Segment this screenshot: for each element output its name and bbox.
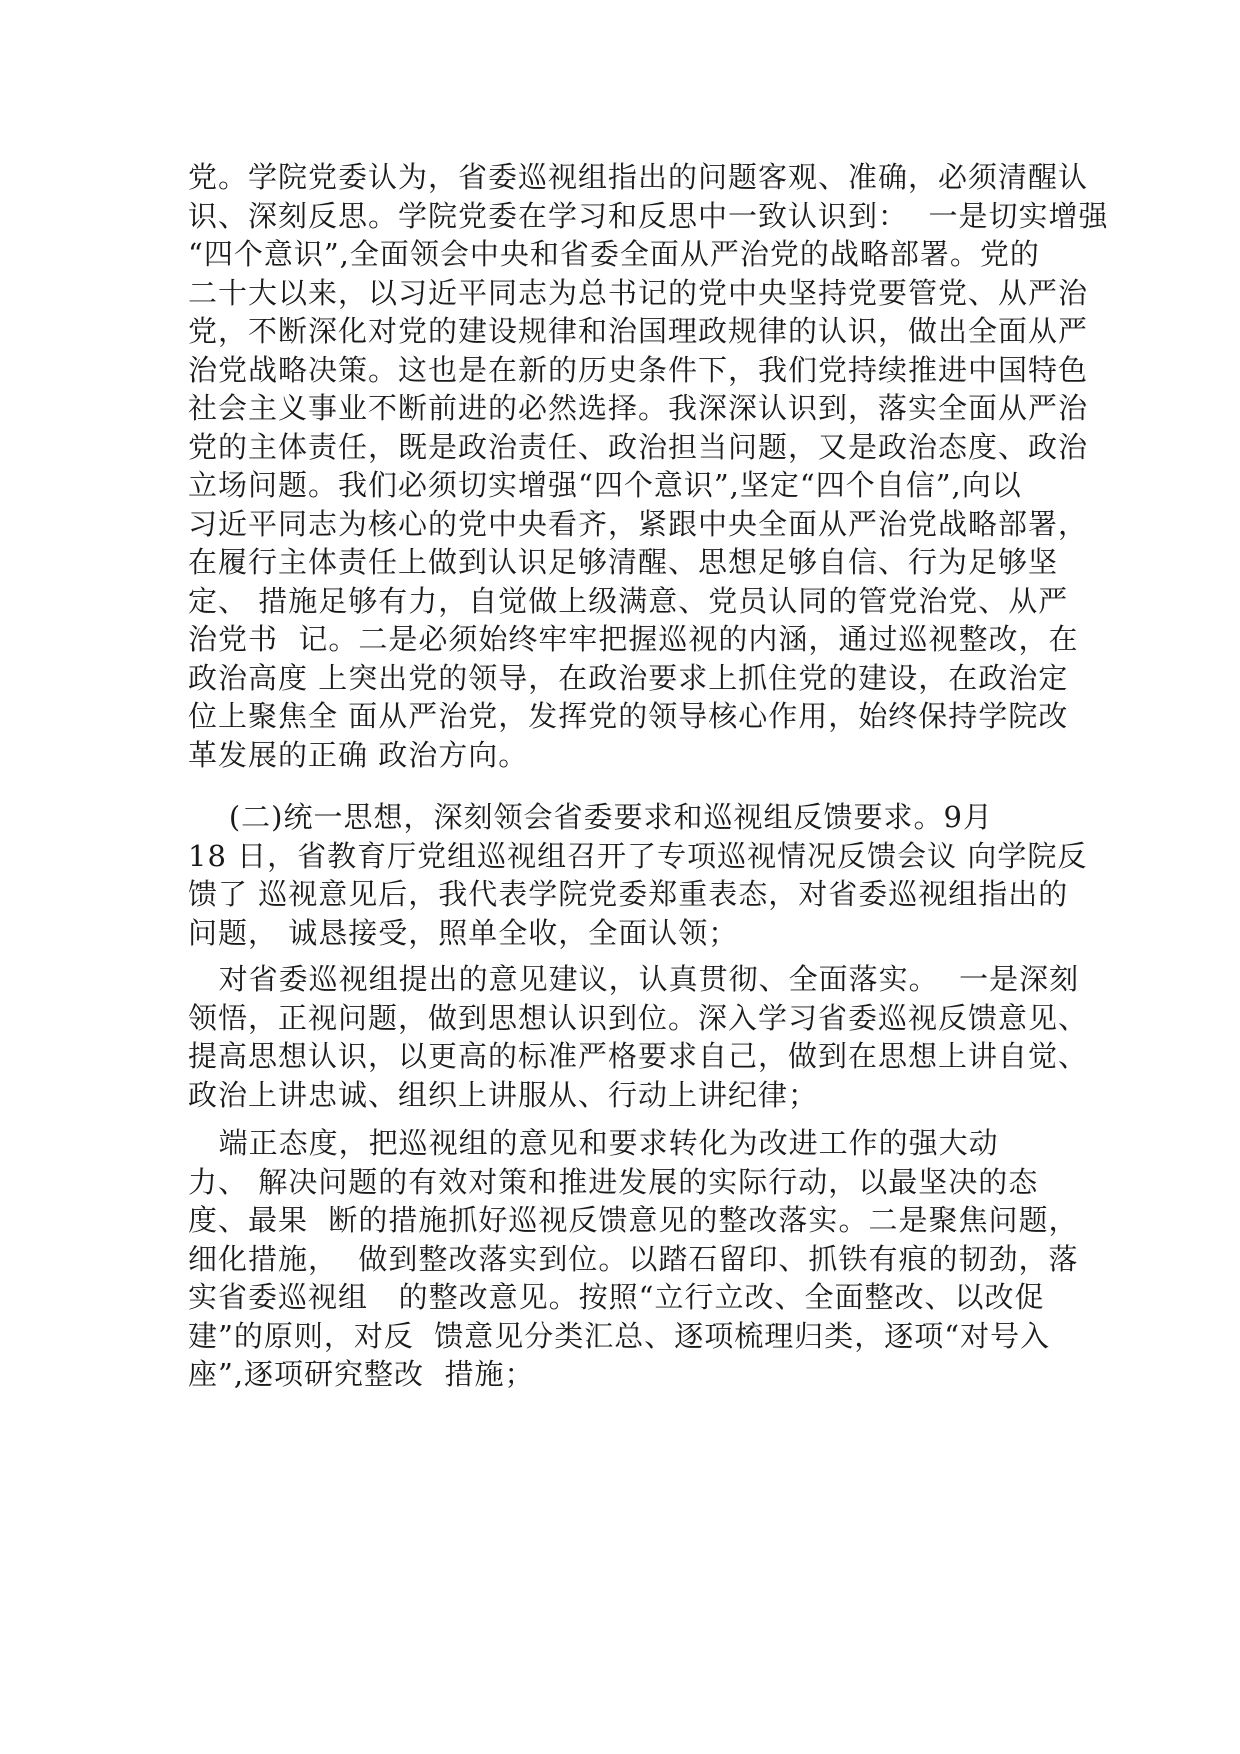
text-line: 度、最果 断的措施抓好巡视反馈意见的整改落实。二是聚焦问题， — [188, 1203, 1079, 1237]
text-line: 识、深刻反思。学院党委在学习和反思中一致认识到： 一是切实增强 — [188, 198, 1109, 233]
paragraph-correct-attitude — [188, 1124, 1079, 1394]
paragraph-implement-suggestions — [188, 960, 1089, 1114]
paragraph-unify-thinking — [188, 798, 1088, 952]
text-line: 建”的原则，对反 馈意见分类汇总、逐项梳理归类，逐项“对号入 — [188, 1318, 1051, 1353]
text-line: 对省委巡视组提出的意见建议，认真贯彻、全面落实。 一是深刻 — [188, 962, 1080, 996]
text-line: 问题， 诚恳接受，照单全收，全面认领； — [188, 915, 739, 950]
text-line: 党，不断深化对党的建设规律和治国理政规律的认识，做出全面从严 — [188, 314, 1089, 348]
text-line: 力、 解决问题的有效对策和推进发展的实际行动，以最坚决的态 — [188, 1164, 1039, 1199]
text-line: 立场问题。我们必须切实增强“四个意识”,坚定“四个自信”,向以 — [188, 468, 1022, 502]
text-line: 治党战略决策。这也是在新的历史条件下，我们党持续推进中国特色 — [188, 352, 1089, 387]
paragraph-party-awareness — [188, 158, 1109, 774]
text-line: 18 日，省教育厅党组巡视组召开了专项巡视情况反馈会议 向学院反 — [188, 838, 1088, 873]
text-line: 定、 措施足够有力，自觉做上级满意、党员认同的管党治党、从严 — [188, 583, 1069, 618]
text-line: 二十大以来，以习近平同志为总书记的党中央坚持党要管党、从严治 — [188, 275, 1089, 310]
text-line: “四个意识”,全面领会中央和省委全面从严治党的战略部署。党的 — [188, 237, 1040, 271]
text-line: 实省委巡视组 的整改意见。按照“立行立改、全面整改、以改促 — [188, 1280, 1045, 1314]
text-line: 馈了 巡视意见后，我代表学院党委郑重表态，对省委巡视组指出的 — [188, 877, 1069, 911]
text-line: 端正态度，把巡视组的意见和要求转化为改进工作的强大动 — [188, 1126, 999, 1160]
text-line: 社会主义事业不断前进的必然选择。我深深认识到，落实全面从严治 — [188, 391, 1089, 425]
text-line: 党。学院党委认为，省委巡视组指出的问题客观、准确，必须清醒认 — [188, 160, 1089, 194]
text-line: (二)统一思想，深刻领会省委要求和巡视组反馈要求。9月 — [188, 800, 993, 834]
text-line: 细化措施， 做到整改落实到位。以踏石留印、抓铁有痕的韧劲，落 — [188, 1241, 1079, 1276]
text-line: 党的主体责任，既是政治责任、政治担当问题，又是政治态度、政治 — [188, 429, 1089, 464]
text-line: 位上聚焦全 面从严治党，发挥党的领导核心作用，始终保持学院改 — [188, 699, 1069, 733]
text-line: 提高思想认识，以更高的标准严格要求自己，做到在思想上讲自觉、 — [188, 1039, 1089, 1073]
text-line: 革发展的正确 政治方向。 — [188, 737, 529, 772]
text-line: 政治高度 上突出党的领导，在政治要求上抓住党的建设，在政治定 — [188, 660, 1069, 695]
text-line: 习近平同志为核心的党中央看齐，紧跟中央全面从严治党战略部署， — [188, 506, 1089, 541]
text-line: 领悟，正视问题，做到思想认识到位。深入学习省委巡视反馈意见、 — [188, 1000, 1089, 1035]
text-line: 座”,逐项研究整改 措施； — [188, 1357, 535, 1391]
text-line: 在履行主体责任上做到认识足够清醒、思想足够自信、行为足够坚 — [188, 545, 1059, 579]
text-line: 政治上讲忠诚、组织上讲服从、行动上讲纪律； — [188, 1077, 819, 1112]
text-line: 治党书 记。二是必须始终牢牢把握巡视的内涵，通过巡视整改，在 — [188, 622, 1079, 656]
